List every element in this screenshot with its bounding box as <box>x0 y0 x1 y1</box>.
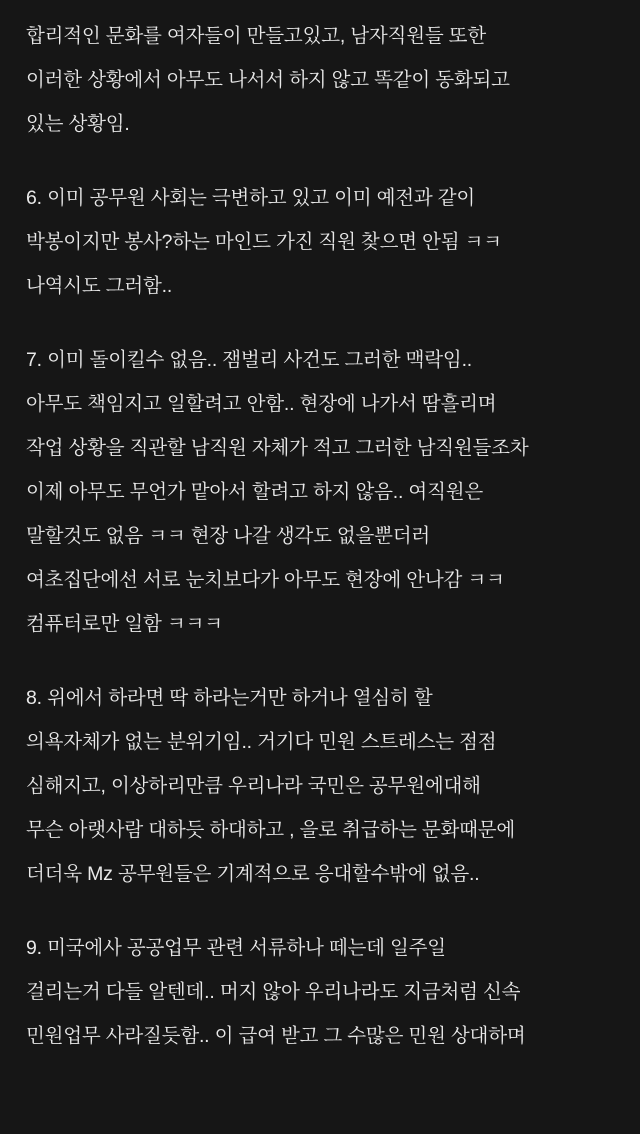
text-line: 작업 상황을 직관할 남직원 자체가 적고 그러한 남직원들조차 <box>26 437 529 459</box>
text-line: 이제 아무도 무언가 맡아서 할려고 하지 않음.. 여직원은 <box>26 481 483 503</box>
text-line: 8. 위에서 하라면 딱 하라는거만 하거나 열심히 할 <box>26 687 433 709</box>
text-line: 나역시도 그러함.. <box>26 275 173 297</box>
text-block <box>26 676 616 896</box>
text-line: 이러한 상황에서 아무도 나서서 하지 않고 똑같이 동화되고 <box>26 69 510 91</box>
text-line: 무슨 아랫사람 대하듯 하대하고 , 을로 취급하는 문화때문에 <box>26 819 516 841</box>
text-line: 박봉이지만 봉사?하는 마인드 가진 직원 찾으면 안됨 ㅋㅋ <box>26 231 502 253</box>
text-block <box>26 14 616 146</box>
text-line: 합리적인 문화를 여자들이 만들고있고, 남자직원들 또한 <box>26 25 486 47</box>
text-line: 심해지고, 이상하리만큼 우리나라 국민은 공무원에대해 <box>26 775 481 797</box>
text-line: 컴퓨터로만 일함 ㅋㅋㅋ <box>26 613 223 635</box>
text-block <box>26 926 616 1058</box>
text-line: 의욕자체가 없는 분위기임.. 거기다 민원 스트레스는 점점 <box>26 731 497 753</box>
text-block <box>26 338 616 646</box>
text-block <box>26 176 616 308</box>
text-line: 여초집단에선 서로 눈치보다가 아무도 현장에 안나감 ㅋㅋ <box>26 569 505 591</box>
text-line: 7. 이미 돌이킬수 없음.. 잼벌리 사건도 그러한 맥락임.. <box>26 349 472 371</box>
text-line: 6. 이미 공무원 사회는 극변하고 있고 이미 예전과 같이 <box>26 187 475 209</box>
text-line: 민원업무 사라질듯함.. 이 급여 받고 그 수많은 민원 상대하며 <box>26 1025 526 1047</box>
text-line: 아무도 책임지고 일할려고 안함.. 현장에 나가서 땀흘리며 <box>26 393 497 415</box>
text-line: 있는 상황임. <box>26 113 130 135</box>
text-line: 더더욱 Mz 공무원들은 기계적으로 응대할수밖에 없음.. <box>26 863 480 885</box>
text-line: 걸리는거 다들 알텐데.. 머지 않아 우리나라도 지금처럼 신속 <box>26 981 521 1003</box>
text-line: 말할것도 없음 ㅋㅋ 현장 나갈 생각도 없을뿐더러 <box>26 525 431 547</box>
text-line: 9. 미국에사 공공업무 관련 서류하나 떼는데 일주일 <box>26 937 446 959</box>
